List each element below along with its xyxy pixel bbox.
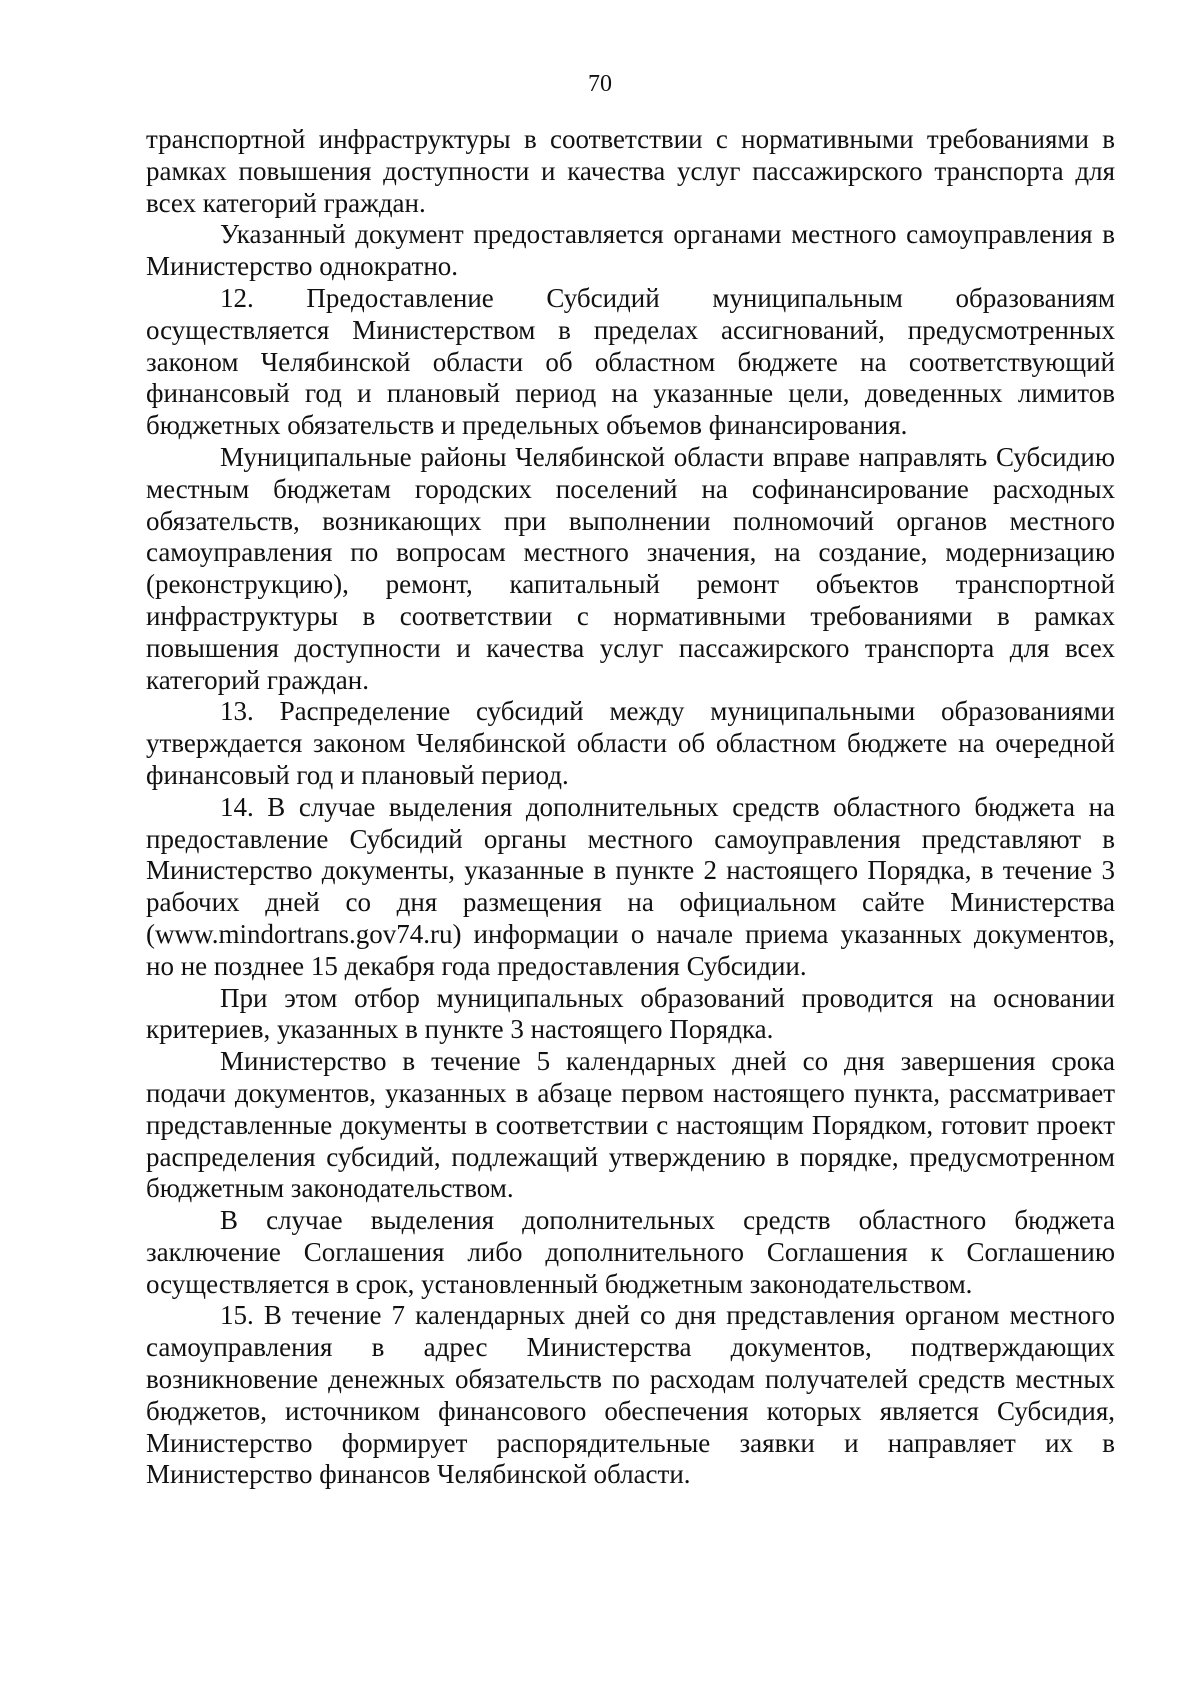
page-number: 70: [588, 71, 612, 97]
paragraph-item-12: 12. Предоставление Субсидий муниципальным образованиям осуществляется Министерством в пределах ассигнований, предусмотренных законом Челябинской области об областном бюджете на соответствующий финансовый год и плановый период на указанные цели, доведенных лимитов бюджетных обязательств и предельных объемов финансирования.: [146, 282, 1115, 441]
paragraph-continuation: транспортной инфраструктуры в соответствии с нормативными требованиями в рамках повышения доступности и качества услуг пассажирского транспорта для всех категорий граждан.: [146, 124, 1115, 218]
document-body: [146, 124, 1115, 1491]
paragraph-item-14: 14. В случае выделения дополнительных средств областного бюджета на предоставление Субсидий органы местного самоуправления представляют в Министерство документы, указанные в пункте 2 настоящего Порядка, в течение 3 рабочих дней со дня размещения на официальном сайте Министерства (www.mindortrans.gov74.ru) информации о начале приема указанных документов, но не позднее 15 декабря года предоставления Субсидии.: [146, 791, 1115, 981]
paragraph-ministry-review: Министерство в течение 5 календарных дней со дня завершения срока подачи документов, указанных в абзаце первом настоящего пункта, рассматривает представленные документы в соответствии с настоящим Порядком, готовит проект распределения субсидий, подлежащий утверждению в порядке, предусмотренном бюджетным законодательством.: [146, 1046, 1115, 1204]
paragraph-item-15: 15. В течение 7 календарных дней со дня представления органом местного самоуправления в адрес Министерства документов, подтверждающих возникновение денежных обязательств по расходам получателей средств местных бюджетов, источником финансового обеспечения которых является Субсидия, Министерство формирует распорядительные заявки и направляет их в Министерство финансов Челябинской области.: [146, 1300, 1115, 1490]
paragraph-agreement: В случае выделения дополнительных средств областного бюджета заключение Соглашения либо дополнительного Соглашения к Соглашению осуществляется в срок, установленный бюджетным законодательством.: [146, 1205, 1115, 1299]
paragraph-document-submission: Указанный документ предоставляется органами местного самоуправления в Министерство однократно.: [146, 219, 1115, 282]
paragraph-item-13: 13. Распределение субсидий между муниципальными образованиями утверждается законом Челябинской области об областном бюджете на очередной финансовый год и плановый период.: [146, 696, 1115, 790]
paragraph-selection-criteria: При этом отбор муниципальных образований проводится на основании критериев, указанных в пункте 3 настоящего Порядка.: [146, 982, 1115, 1045]
paragraph-municipal-districts: Муниципальные районы Челябинской области вправе направлять Субсидию местным бюджетам городских поселений на софинансирование расходных обязательств, возникающих при выполнении полномочий органов местного самоуправления по вопросам местного значения, на создание, модернизацию (реконструкцию), ремонт, капитальный ремонт объектов транспортной инфраструктуры в соответствии с нормативными требованиями в рамках повышения доступности и качества услуг пассажирского транспорта для всех категорий граждан.: [146, 441, 1115, 695]
